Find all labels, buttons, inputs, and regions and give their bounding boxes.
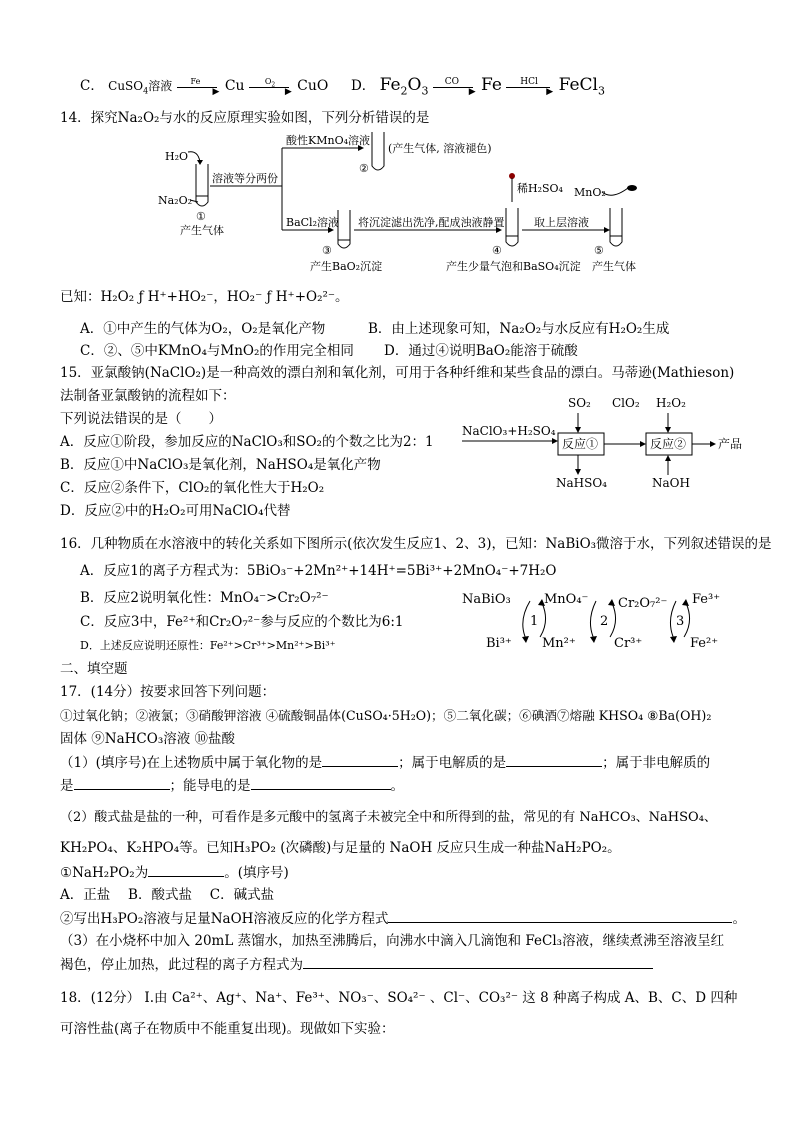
nonelectrolyte-answer-blank[interactable] [74, 776, 170, 790]
q14-stem: 14．探究Na₂O₂与水的反应原理实验如图，下列分析错误的是 [60, 110, 430, 126]
tube1-result: 产生气体 [180, 224, 224, 237]
cycle-cr2o7: Cr₂O₇²⁻ [618, 596, 668, 611]
q13-c-arrow2: $O_2$ ▶ [249, 81, 293, 93]
upper-layer-label: 取上层溶液 [534, 216, 589, 229]
q15-option-b: B．反应①中NaClO₃是氧化剂，NaHSO₄是氧化产物 [60, 457, 381, 473]
test-tube-2 [372, 132, 384, 170]
q13-d-start: $Fe_2O_3$ [379, 75, 429, 98]
conductive-answer-blank[interactable] [251, 776, 391, 790]
test-tube-5 [610, 208, 622, 246]
q14-option-b: B．由上述现象可知，Na₂O₂与水反应有H₂O₂生成 [368, 321, 670, 337]
cycle-fe2: Fe²⁺ [690, 636, 719, 651]
flow-nahso4: NaHSO₄ [556, 476, 607, 490]
tube5-number: ⑤ [594, 244, 604, 257]
q16-option-d: D．上述反应说明还原性：Fe²⁺>Cr³⁺>Mn²⁺>Bi³⁺ [80, 639, 336, 652]
tube2-result: (产生气体, 溶液褪色) [388, 142, 492, 155]
flow-naoh: NaOH [652, 476, 690, 490]
na2o2-label: Na₂O₂ [158, 194, 193, 207]
h2o-label: H₂O [165, 150, 189, 163]
tube1-number: ① [196, 210, 206, 223]
tube2-number: ② [359, 162, 369, 175]
mno2-label: MnO₂ [574, 186, 606, 199]
q16-cycle-diagram [458, 585, 738, 655]
test-tube-3 [338, 210, 350, 248]
q17-part2-choices: A．正盐 B．酸式盐 C．碱式盐 [60, 887, 275, 903]
bacl2-label: BaCl₂溶液 [286, 216, 339, 229]
q17-stem: 17．(14分）按要求回答下列问题： [60, 684, 276, 700]
q17-part3-line2: 褐色，停止加热，此过程的离子方程式为 [60, 955, 653, 974]
cycle-cr3: Cr³⁺ [614, 636, 643, 651]
section-title-fill-in: 二、填空题 [60, 661, 128, 677]
tube4-number: ④ [492, 244, 502, 257]
q13-c-mid: Cu [224, 78, 245, 94]
h2so4-label: 稀H₂SO₄ [517, 182, 563, 195]
equation-answer-blank[interactable] [388, 909, 732, 923]
q17-part3-line1: （3）在小烧杯中加入 20mL 蒸馏水，加热至沸腾后，向沸水中滴入几滴饱和 FeCl₃溶液，继续煮沸至溶液呈红 [60, 933, 725, 949]
q16-option-c: C．反应3中，Fe²⁺和Cr₂O₇²⁻参与反应的个数比为6:1 [80, 614, 404, 630]
q13-d-label: D． [350, 78, 376, 94]
q13-options-cd [80, 76, 605, 100]
q13-d-arrow2: HCl ▶ [506, 81, 554, 93]
q14-experiment-diagram [150, 130, 670, 276]
q15-stem-line1: 15．亚氯酸钠(NaClO₂)是一种高效的漂白剂和氧化剂，可用于各种纤维和某些食品的漂白。马蒂逊(Mathieson) [60, 365, 735, 381]
q16-stem: 16．几种物质在水溶液中的转化关系如下图所示(依次发生反应1、2、3)，已知：NaBiO₃微溶于水，下列叙述错误的是 [60, 536, 772, 552]
ionic-equation-answer-blank[interactable] [303, 955, 653, 969]
q15-flow-diagram [460, 393, 760, 493]
q14-option-d: D．通过④说明BaO₂能溶于硫酸 [384, 343, 578, 359]
cycle-n1: 1 [530, 614, 539, 629]
q15-option-d: D．反应②中的H₂O₂可用NaClO₄代替 [60, 503, 291, 519]
q13-c-label: C． [80, 78, 104, 94]
cycle-n2: 2 [600, 614, 609, 629]
tube3-number: ③ [322, 244, 332, 257]
oxide-answer-blank[interactable] [322, 753, 398, 767]
flow-clo2: ClO₂ [612, 396, 640, 410]
q14-option-c: C．②、⑤中KMnO₄与MnO₂的作用完全相同 [80, 343, 354, 359]
q17-part2-q1: ①NaH₂PO₂为 。(填序号) [60, 865, 289, 881]
q16-option-b: B．反应2说明氧化性：MnO₄⁻>Cr₂O₇²⁻ [80, 590, 329, 606]
q15-stem-line3: 下列说法错误的是（ ） [60, 411, 222, 427]
cycle-bi3: Bi³⁺ [486, 636, 512, 651]
cycle-mn2: Mn²⁺ [542, 636, 576, 651]
flow-reaction1: 反应① [562, 437, 599, 451]
q13-c-start: CuSO$_4$溶液 [108, 79, 173, 96]
q17-part2-line1: （2）酸式盐是盐的一种，可看作是多元酸中的氢离子未被完全中和所得到的盐，常见的有 NaHCO₃、NaHSO₄、 [60, 810, 717, 825]
flow-reaction2: 反应② [650, 437, 687, 451]
test-tube-1 [196, 164, 208, 206]
cycle-mno4: MnO₄⁻ [544, 592, 589, 607]
flow-product: 产品 [718, 437, 743, 451]
q17-substance-list-2: 固体 ⑨NaHCO₃溶液 ⑩盐酸 [60, 731, 236, 747]
tube3-result: 产生BaO₂沉淀 [310, 260, 383, 273]
q14-option-a: A．①中产生的气体为O₂，O₂是氧化产物 [80, 321, 326, 337]
flow-h2o2: H₂O₂ [656, 396, 686, 410]
q13-d-end: FeCl$_3$ [558, 75, 605, 98]
q17-substance-list-1: ①过氧化钠；②液氯；③硝酸钾溶液 ④硫酸铜晶体(CuSO₄·5H₂O)；⑤二氧化碳；⑥碘酒⑦熔融 KHSO₄ ⑧Ba(OH)₂ [60, 708, 712, 723]
split-label: 溶液等分两份 [212, 172, 278, 185]
q17-part1-line1: （1）(填序号)在上述物质中属于氧化物的是 ；属于电解质的是 ；属于非电解质的 [60, 755, 711, 771]
q17-part1-line2: 是 ；能导电的是 。 [60, 778, 404, 794]
tube4-result: 产生少量气泡和BaSO₄沉淀 [446, 260, 581, 273]
flow-input: NaClO₃+H₂SO₄ [462, 424, 556, 438]
salt-type-answer-blank[interactable] [148, 863, 224, 877]
filter-label: 将沉淀滤出洗净,配成浊液静置 [358, 216, 505, 229]
q17-part2-line2: KH₂PO₄、K₂HPO₄等。已知H₃PO₂ (次磷酸)与足量的 NaOH 反应只生成一种盐NaH₂PO₂。 [60, 840, 621, 856]
kmno4-label: 酸性KMnO₄溶液 [286, 134, 370, 147]
q13-d-arrow1: CO ▶ [433, 81, 477, 93]
q17-part2-q2: ②写出H₃PO₂溶液与足量NaOH溶液反应的化学方程式 。 [60, 911, 746, 927]
q13-c-arrow1: Fe ▶ [177, 81, 221, 93]
q15-stem-line2: 法制备亚氯酸钠的流程如下： [60, 388, 236, 404]
q13-c-end: CuO [297, 78, 329, 94]
q18-line1: 18．(12分） I.由 Ca²⁺、Ag⁺、Na⁺、Fe³⁺、NO₃⁻、SO₄²⁻ 、Cl⁻、CO₃²⁻ 这 8 种离子构成 A、B、C、D 四种 [60, 990, 738, 1006]
q13-d-mid: Fe [481, 75, 502, 95]
q15-option-a: A．反应①阶段，参加反应的NaClO₃和SO₂的个数之比为2：1 [60, 434, 434, 450]
q16-option-a: A．反应1的离子方程式为：5BiO₃⁻+2Mn²⁺+14H⁺=5Bi³⁺+2MnO₄⁻+7H₂O [80, 563, 557, 579]
q14-known: 已知：H₂O₂ ƒ H⁺+HO₂⁻，HO₂⁻ ƒ H⁺+O₂²⁻。 [60, 289, 349, 305]
cycle-nabio3: NaBiO₃ [462, 592, 511, 607]
q18-line2: 可溶性盐(离子在物质中不能重复出现)。现做如下实验： [60, 1021, 395, 1037]
q15-option-c: C．反应②条件下，ClO₂的氧化性大于H₂O₂ [60, 480, 325, 496]
electrolyte-answer-blank[interactable] [506, 753, 602, 767]
tube5-result: 产生气体 [592, 260, 636, 273]
flow-so2: SO₂ [568, 396, 591, 410]
cycle-fe3: Fe³⁺ [692, 592, 721, 607]
cycle-n3: 3 [676, 614, 685, 629]
